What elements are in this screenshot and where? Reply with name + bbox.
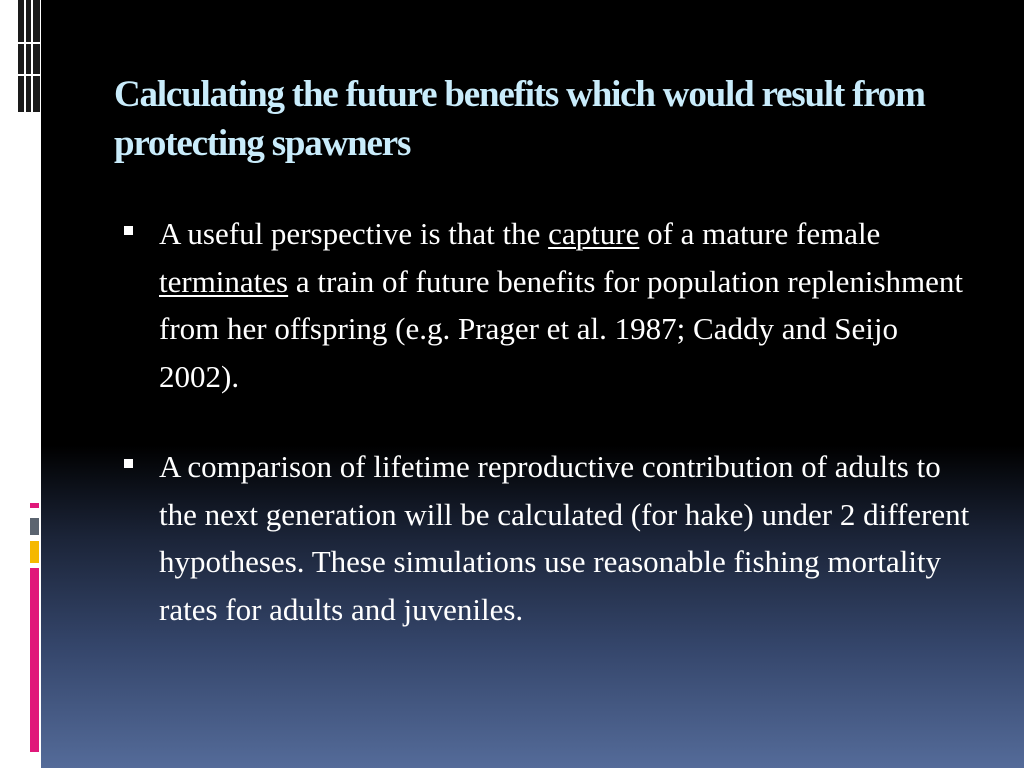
accent-bar-yellow xyxy=(30,541,39,563)
decor-line xyxy=(24,0,26,112)
decor-line xyxy=(31,0,33,112)
bullet-item xyxy=(120,443,970,633)
bullet-text: A useful perspective is that the xyxy=(159,216,549,251)
bullet-text: of a mature female xyxy=(639,216,881,251)
slide-body xyxy=(120,210,970,633)
bullet-text: a train of future benefits for population replenishment from her offspring (e.g. Prager et al. 1987; Caddy and Seijo 2002). xyxy=(159,263,964,394)
bullet-item xyxy=(120,210,970,400)
bullet-marker xyxy=(124,459,133,468)
accent-bar-gray xyxy=(30,518,39,535)
accent-bar-pink xyxy=(30,503,39,508)
slide-title: Calculating the future benefits which would result from protecting spawners xyxy=(114,74,925,164)
decor-block xyxy=(18,0,40,112)
accent-bar-pink-long xyxy=(30,568,39,752)
decor-line xyxy=(18,74,40,76)
top-decoration xyxy=(18,0,40,112)
capture-term: capture xyxy=(548,216,640,251)
bullet-marker xyxy=(124,226,133,235)
bullet-text: A comparison of lifetime reproductive contribution of adults to the next generation will be calculated (for hake) under 2 different hypotheses. These simulations use reasonable fishing mortality rates for adults and juveniles. xyxy=(159,449,970,627)
terminates-term: terminates xyxy=(159,263,289,299)
decor-line xyxy=(18,42,40,44)
